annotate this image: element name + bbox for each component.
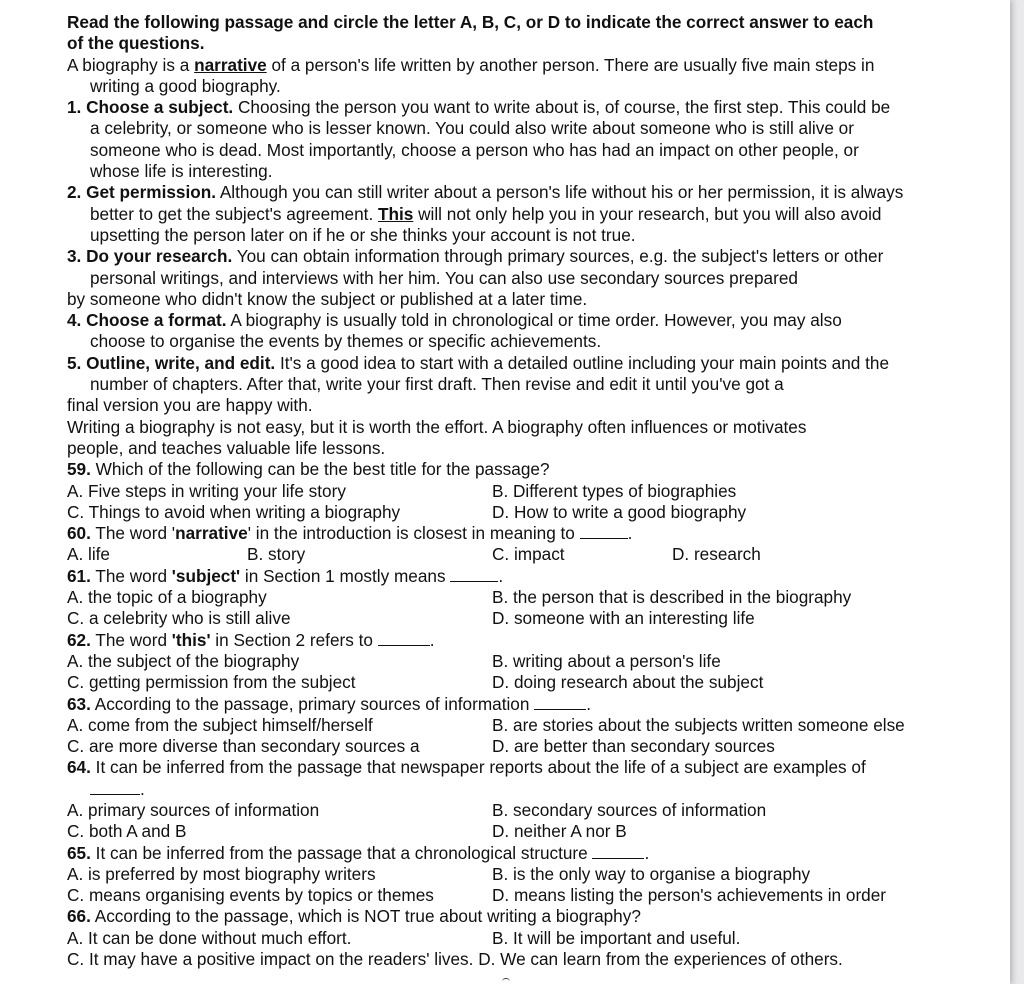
- question-60-number: 60.: [67, 523, 91, 544]
- step-5-line-3: final version you are happy with.: [67, 395, 313, 416]
- question-59-options-row-2: [67, 502, 952, 523]
- conclusion-line-1: Writing a biography is not easy, but it is worth the effort. A biography often influences or motivates: [67, 416, 807, 437]
- question-63-option-d[interactable]: D. are better than secondary sources: [492, 736, 775, 757]
- question-60-option-b[interactable]: B. story: [247, 544, 306, 565]
- question-59-option-c[interactable]: C. Things to avoid when writing a biography: [67, 501, 401, 522]
- question-65-options-row-2: [67, 885, 952, 906]
- question-61-options-row-2: [67, 608, 952, 629]
- question-61-blank[interactable]: [450, 566, 498, 582]
- question-61-option-c[interactable]: C. a celebrity who is still alive: [67, 608, 291, 629]
- question-66-options-row-2: [67, 949, 952, 970]
- question-62-number: 62.: [67, 629, 91, 650]
- question-66-options-row-1: [67, 928, 952, 949]
- question-59-stem: Which of the following can be the best title for the passage?: [90, 459, 550, 480]
- question-61-number: 61.: [67, 565, 91, 586]
- question-64-option-a[interactable]: A. primary sources of information: [67, 799, 320, 820]
- question-63-number: 63.: [67, 693, 91, 714]
- question-59-option-a[interactable]: A. Five steps in writing your life story: [67, 480, 346, 501]
- step-2-text-pre: better to get the subject's agreement.: [90, 203, 378, 224]
- question-59-number: 59.: [67, 459, 91, 480]
- step-1-line-4: whose life is interesting.: [90, 161, 273, 182]
- question-62-end: .: [429, 629, 435, 650]
- step-2-text-post: will not only help you in your research, but you will also avoid: [413, 203, 882, 224]
- question-62-blank[interactable]: [378, 630, 430, 646]
- question-61-stem-post: in Section 1 mostly means: [240, 565, 451, 586]
- question-62-option-c[interactable]: C. getting permission from the subject: [67, 672, 356, 693]
- step-2-line-3: upsetting the person later on if he or she thinks your account is not true.: [90, 224, 636, 245]
- step-5-line-2: number of chapters. After that, write your first draft. Then revise and edit it until you've got a: [90, 374, 784, 395]
- step-4-text: A biography is usually told in chronological or time order. However, you may also: [226, 310, 842, 331]
- question-65-options-row-1: [67, 864, 952, 885]
- step-1-text: Choosing the person you want to write about is, of course, the first step. This could be: [233, 97, 891, 118]
- question-65-option-d[interactable]: D. means listing the person's achievements in order: [492, 885, 887, 906]
- instruction-line-1: Read the following passage and circle the letter A, B, C, or D to indicate the correct answer to each: [67, 12, 874, 32]
- question-65-option-b[interactable]: B. is the only way to organise a biography: [492, 863, 811, 884]
- question-62-option-b[interactable]: B. writing about a person's life: [492, 650, 721, 671]
- question-59: [67, 459, 952, 480]
- question-64-blank-line: [67, 779, 952, 800]
- question-60-option-a[interactable]: A. life: [67, 544, 110, 565]
- question-60-option-c[interactable]: C. impact: [492, 544, 565, 565]
- intro-line-2: writing a good biography.: [90, 75, 281, 96]
- step-3-line-3: by someone who didn't know the subject or published at a later time.: [67, 288, 588, 309]
- question-64-option-d[interactable]: D. neither A nor B: [492, 821, 627, 842]
- conclusion-line-2: people, and teaches valuable life lessons.: [67, 437, 386, 458]
- question-61-keyword: 'subject': [171, 565, 241, 586]
- question-60: [67, 523, 952, 544]
- instruction-line-2: of the questions.: [67, 33, 205, 54]
- step-3-line-2: personal writings, and interviews with her him. You can also use secondary sources prepared: [90, 267, 798, 288]
- question-61: [67, 566, 952, 587]
- question-63-option-b[interactable]: B. are stories about the subjects written someone else: [492, 714, 905, 735]
- question-64-option-b[interactable]: B. secondary sources of information: [492, 799, 767, 820]
- question-65-option-a[interactable]: A. is preferred by most biography writers: [67, 863, 376, 884]
- intro-line-1: [67, 55, 952, 76]
- question-62-stem-pre: The word: [90, 629, 172, 650]
- step-1-title: 1. Choose a subject.: [67, 97, 234, 118]
- step-2-line-1: [67, 182, 952, 203]
- question-64-options-row-1: [67, 800, 952, 821]
- question-59-option-b[interactable]: B. Different types of biographies: [492, 480, 737, 501]
- step-5-title: 5. Outline, write, and edit.: [67, 352, 276, 373]
- question-64-option-c[interactable]: C. both A and B: [67, 821, 187, 842]
- step-2-keyword-this: This: [378, 203, 414, 224]
- question-65-end: .: [644, 842, 650, 863]
- question-64-end: .: [140, 778, 145, 799]
- page-number-mark: [502, 978, 510, 984]
- question-63-options-row-1: [67, 715, 952, 736]
- question-61-options-row-1: [67, 587, 952, 608]
- question-62: [67, 630, 952, 651]
- question-63: [67, 694, 952, 715]
- question-64-number: 64.: [67, 757, 91, 778]
- question-66-option-a[interactable]: A. It can be done without much effort.: [67, 927, 352, 948]
- question-66: [67, 906, 952, 927]
- step-1-line-3: someone who is dead. Most importantly, choose a person who has had an impact on other people, or: [90, 139, 859, 160]
- question-60-option-d[interactable]: D. research: [672, 544, 761, 565]
- question-65-blank[interactable]: [592, 843, 644, 859]
- step-3-title: 3. Do your research.: [67, 246, 233, 267]
- question-64-options-row-2: [67, 821, 952, 842]
- question-66-stem: According to the passage, which is NOT true about writing a biography?: [90, 906, 641, 927]
- question-65-option-c[interactable]: C. means organising events by topics or themes: [67, 885, 434, 906]
- step-5-line-1: [67, 353, 952, 374]
- question-62-options-row-1: [67, 651, 952, 672]
- question-60-stem-post: ' in the introduction is closest in meaning to: [247, 523, 580, 544]
- question-61-end: .: [498, 565, 504, 586]
- intro-text-pre: A biography is a: [67, 54, 195, 75]
- question-64-stem: It can be inferred from the passage that newspaper reports about the life of a subject are examples of: [90, 757, 866, 778]
- step-1-line-2: a celebrity, or someone who is lesser known. You could also write about someone who is still alive or: [90, 118, 854, 139]
- question-63-blank[interactable]: [534, 694, 586, 710]
- question-61-stem-pre: The word: [90, 565, 172, 586]
- question-63-stem: According to the passage, primary sources of information: [90, 693, 535, 714]
- question-62-option-a[interactable]: A. the subject of the biography: [67, 650, 300, 671]
- step-3-line-1: [67, 246, 952, 267]
- step-5-text: It's a good idea to start with a detailed outline including your main points and the: [275, 352, 890, 373]
- question-62-stem-post: in Section 2 refers to: [210, 629, 378, 650]
- question-62-options-row-2: [67, 672, 952, 693]
- step-2-title: 2. Get permission.: [67, 182, 217, 203]
- question-66-number: 66.: [67, 906, 91, 927]
- question-63-option-a[interactable]: A. come from the subject himself/herself: [67, 714, 373, 735]
- question-60-end: .: [627, 523, 633, 544]
- question-64: [67, 757, 952, 778]
- step-4-line-1: [67, 310, 952, 331]
- question-63-option-c[interactable]: C. are more diverse than secondary sources a: [67, 736, 420, 757]
- question-66-option-c-d[interactable]: C. It may have a positive impact on the readers' lives. D. We can learn from the experiences of others.: [67, 949, 843, 970]
- step-4-line-2: choose to organise the events by themes or specific achievements.: [90, 331, 602, 352]
- question-59-option-d[interactable]: D. How to write a good biography: [492, 501, 747, 522]
- question-65-number: 65.: [67, 842, 91, 863]
- step-3-text: You can obtain information through primary sources, e.g. the subject's letters or other: [232, 246, 884, 267]
- question-60-stem-pre: The word ': [90, 523, 176, 544]
- question-65: [67, 843, 952, 864]
- question-66-option-b[interactable]: B. It will be important and useful.: [492, 927, 741, 948]
- question-59-options-row-1: [67, 481, 952, 502]
- question-63-end: .: [586, 693, 591, 714]
- question-61-option-d[interactable]: D. someone with an interesting life: [492, 608, 755, 629]
- question-65-stem: It can be inferred from the passage that a chronological structure: [90, 842, 593, 863]
- step-4-title: 4. Choose a format.: [67, 310, 227, 331]
- worksheet-content: [67, 12, 952, 970]
- intro-keyword-narrative: narrative: [194, 54, 267, 75]
- question-61-option-a[interactable]: A. the topic of a biography: [67, 587, 267, 608]
- step-2-line-2: [67, 204, 952, 225]
- question-64-blank[interactable]: [90, 779, 140, 795]
- question-60-options-row: [67, 544, 952, 565]
- question-62-keyword: 'this': [171, 629, 211, 650]
- question-62-option-d[interactable]: D. doing research about the subject: [492, 672, 764, 693]
- question-61-option-b[interactable]: B. the person that is described in the biography: [492, 587, 852, 608]
- step-1-line-1: [67, 97, 952, 118]
- question-60-blank[interactable]: [580, 523, 628, 539]
- step-2-text: Although you can still writer about a person's life without his or her permission, it is always: [216, 182, 904, 203]
- question-63-options-row-2: [67, 736, 952, 757]
- question-60-keyword: narrative: [175, 523, 248, 544]
- intro-text-post: of a person's life written by another person. There are usually five main steps in: [266, 54, 875, 75]
